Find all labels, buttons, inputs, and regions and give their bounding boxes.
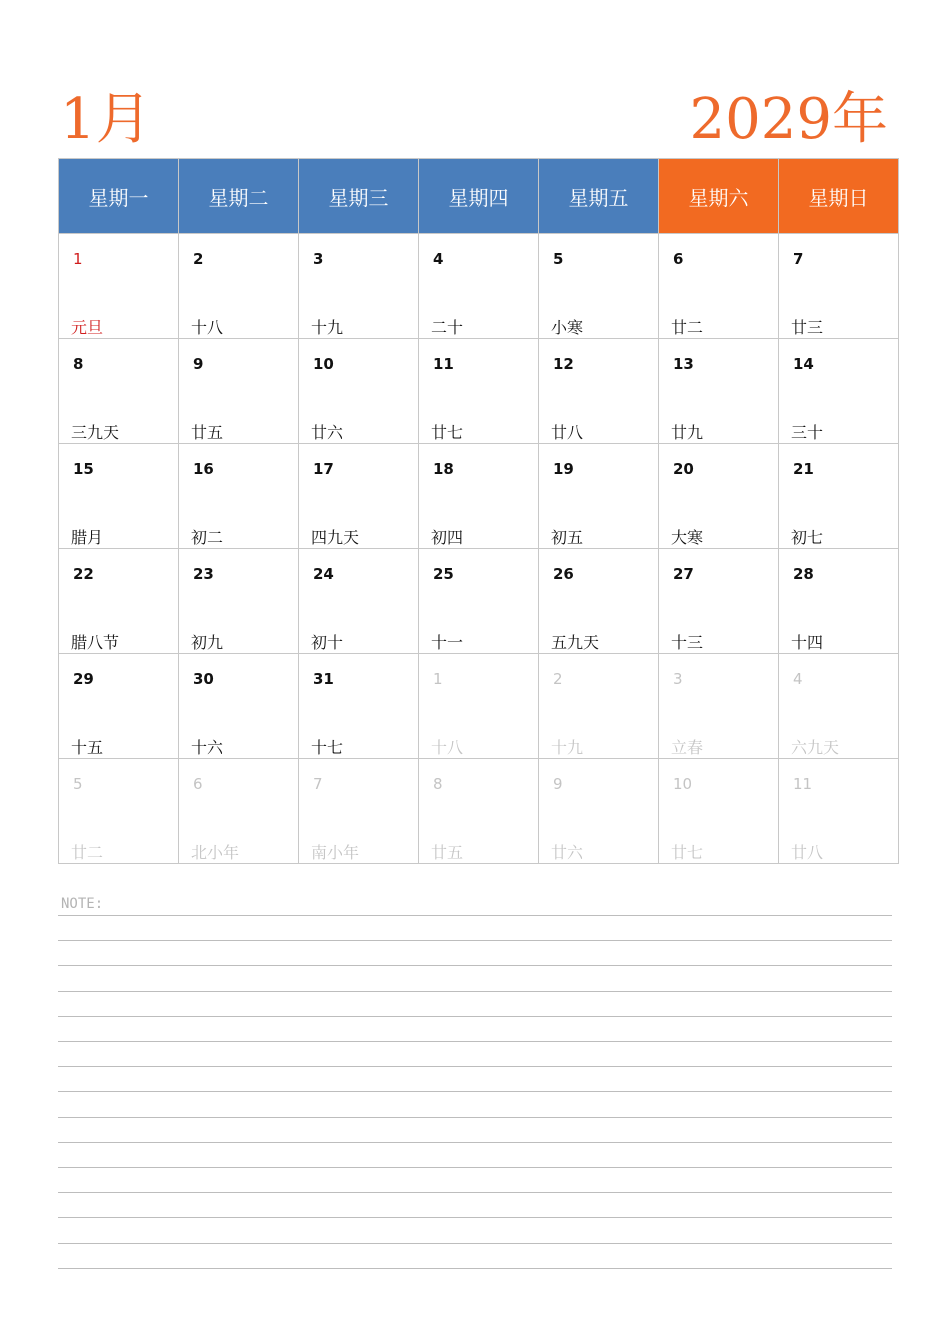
lunar-date: 十八 <box>191 318 224 337</box>
day-number: 19 <box>553 460 574 478</box>
calendar-week-row <box>59 444 899 549</box>
calendar-day-cell-other-month <box>59 759 179 864</box>
lunar-date: 三九天 <box>71 423 120 442</box>
calendar-day-cell-other-month <box>779 654 899 759</box>
calendar-day-cell <box>59 339 179 444</box>
calendar-day-cell <box>179 234 299 339</box>
lunar-date: 廿二 <box>671 318 704 337</box>
calendar-week-row <box>59 549 899 654</box>
day-number: 9 <box>553 775 563 793</box>
calendar-week-row <box>59 234 899 339</box>
day-number: 4 <box>433 250 444 268</box>
day-number: 1 <box>73 250 83 268</box>
calendar-day-cell <box>299 444 419 549</box>
calendar-day-cell <box>179 339 299 444</box>
lunar-date: 初二 <box>191 528 224 547</box>
weekday-header-mon: 星期一 <box>59 159 179 234</box>
calendar-day-cell <box>779 234 899 339</box>
lunar-date: 十一 <box>431 633 464 652</box>
calendar-grid <box>58 158 899 864</box>
calendar-day-cell <box>179 549 299 654</box>
calendar-day-cell <box>299 339 419 444</box>
day-number: 6 <box>193 775 203 793</box>
note-line <box>58 940 892 941</box>
lunar-date: 廿六 <box>551 843 584 862</box>
lunar-date: 廿九 <box>671 423 704 442</box>
weekday-header-sun: 星期日 <box>779 159 899 234</box>
calendar-day-cell <box>59 234 179 339</box>
weekday-header-thu: 星期四 <box>419 159 539 234</box>
lunar-date: 北小年 <box>191 843 240 862</box>
notes-label: NOTE: <box>61 896 104 912</box>
calendar-day-cell-other-month <box>419 654 539 759</box>
day-number: 5 <box>553 250 564 268</box>
day-number: 4 <box>793 670 803 688</box>
day-number: 21 <box>793 460 814 478</box>
calendar-day-cell <box>419 444 539 549</box>
calendar-day-cell <box>299 234 419 339</box>
day-number: 28 <box>793 565 814 583</box>
calendar-day-cell <box>419 339 539 444</box>
day-number: 6 <box>673 250 684 268</box>
note-line <box>58 1217 892 1218</box>
calendar-day-cell <box>659 234 779 339</box>
calendar-day-cell <box>659 549 779 654</box>
lunar-date: 三十 <box>791 423 824 442</box>
lunar-date: 五九天 <box>551 633 600 652</box>
day-number: 24 <box>313 565 334 583</box>
day-number: 27 <box>673 565 694 583</box>
lunar-date: 廿八 <box>551 423 584 442</box>
lunar-date: 廿七 <box>671 843 704 862</box>
lunar-date: 十六 <box>191 738 224 757</box>
lunar-date: 廿三 <box>791 318 824 337</box>
note-line <box>58 1117 892 1118</box>
weekday-header-tue: 星期二 <box>179 159 299 234</box>
lunar-date: 腊月 <box>71 528 104 547</box>
calendar-day-cell <box>779 549 899 654</box>
calendar-day-cell <box>299 549 419 654</box>
year-title: 2029年 <box>689 87 888 152</box>
calendar-body <box>59 234 899 864</box>
lunar-date: 大寒 <box>671 528 704 547</box>
note-line <box>58 1167 892 1168</box>
lunar-date: 廿二 <box>71 843 104 862</box>
day-number: 7 <box>313 775 323 793</box>
calendar-day-cell <box>779 444 899 549</box>
calendar-day-cell <box>59 654 179 759</box>
day-number: 26 <box>553 565 574 583</box>
calendar-day-cell-other-month <box>419 759 539 864</box>
note-line <box>58 1243 892 1244</box>
lunar-date: 十五 <box>71 738 104 757</box>
day-number: 8 <box>433 775 443 793</box>
day-number: 2 <box>553 670 563 688</box>
lunar-date: 廿八 <box>791 843 824 862</box>
day-number: 11 <box>793 775 813 793</box>
note-line <box>58 1142 892 1143</box>
day-number: 16 <box>193 460 214 478</box>
note-line <box>58 1192 892 1193</box>
day-number: 15 <box>73 460 94 478</box>
lunar-date: 元旦 <box>71 318 104 337</box>
day-number: 20 <box>673 460 694 478</box>
day-number: 10 <box>673 775 693 793</box>
day-number: 18 <box>433 460 454 478</box>
lunar-date: 初九 <box>191 633 224 652</box>
lunar-date: 立春 <box>671 738 704 757</box>
day-number: 11 <box>433 355 454 373</box>
day-number: 3 <box>673 670 683 688</box>
calendar-day-cell <box>419 234 539 339</box>
lunar-date: 南小年 <box>311 843 360 862</box>
lunar-date: 十七 <box>311 738 344 757</box>
day-number: 1 <box>433 670 443 688</box>
weekday-header-fri: 星期五 <box>539 159 659 234</box>
calendar-week-row <box>59 759 899 864</box>
day-number: 17 <box>313 460 334 478</box>
lunar-date: 十九 <box>311 318 344 337</box>
calendar-day-cell <box>659 339 779 444</box>
calendar-day-cell <box>59 444 179 549</box>
calendar-day-cell-other-month <box>659 759 779 864</box>
day-number: 12 <box>553 355 574 373</box>
calendar-day-cell <box>539 339 659 444</box>
note-line <box>58 965 892 966</box>
lunar-date: 腊八节 <box>71 633 120 652</box>
day-number: 3 <box>313 250 324 268</box>
lunar-date: 初五 <box>551 528 584 547</box>
calendar-day-cell-other-month <box>779 759 899 864</box>
day-number: 23 <box>193 565 214 583</box>
calendar-day-cell-other-month <box>179 759 299 864</box>
lunar-date: 六九天 <box>791 738 840 757</box>
calendar-week-row <box>59 339 899 444</box>
note-line <box>58 1091 892 1092</box>
calendar-day-cell <box>299 654 419 759</box>
lunar-date: 廿五 <box>191 423 224 442</box>
calendar-day-cell-other-month <box>299 759 419 864</box>
weekday-header-wed: 星期三 <box>299 159 419 234</box>
day-number: 30 <box>193 670 214 688</box>
lunar-date: 四九天 <box>311 528 360 547</box>
note-line <box>58 991 892 992</box>
lunar-date: 十八 <box>431 738 464 757</box>
calendar-day-cell <box>539 549 659 654</box>
calendar-day-cell-other-month <box>659 654 779 759</box>
day-number: 5 <box>73 775 83 793</box>
day-number: 14 <box>793 355 814 373</box>
day-number: 7 <box>793 250 804 268</box>
calendar-day-cell <box>539 234 659 339</box>
day-number: 29 <box>73 670 94 688</box>
weekday-header-row <box>59 159 899 234</box>
weekday-header-sat: 星期六 <box>659 159 779 234</box>
lunar-date: 初十 <box>311 633 344 652</box>
day-number: 9 <box>193 355 204 373</box>
calendar-day-cell <box>779 339 899 444</box>
lunar-date: 廿五 <box>431 843 464 862</box>
day-number: 10 <box>313 355 334 373</box>
lunar-date: 小寒 <box>551 318 584 337</box>
lunar-date: 初七 <box>791 528 824 547</box>
calendar-day-cell-other-month <box>539 654 659 759</box>
lunar-date: 十三 <box>671 633 704 652</box>
calendar-day-cell <box>419 549 539 654</box>
note-line <box>58 1016 892 1017</box>
day-number: 2 <box>193 250 204 268</box>
lunar-date: 二十 <box>431 318 464 337</box>
calendar-day-cell <box>179 444 299 549</box>
calendar-day-cell-other-month <box>539 759 659 864</box>
lunar-date: 十四 <box>791 633 824 652</box>
calendar-week-row <box>59 654 899 759</box>
day-number: 25 <box>433 565 454 583</box>
calendar-day-cell <box>179 654 299 759</box>
lunar-date: 廿七 <box>431 423 464 442</box>
note-line <box>58 915 892 916</box>
day-number: 8 <box>73 355 84 373</box>
calendar-day-cell <box>59 549 179 654</box>
calendar-day-cell <box>539 444 659 549</box>
month-title: 1月 <box>60 87 152 152</box>
note-line <box>58 1066 892 1067</box>
lunar-date: 初四 <box>431 528 464 547</box>
calendar-day-cell <box>659 444 779 549</box>
note-line <box>58 1041 892 1042</box>
lunar-date: 廿六 <box>311 423 344 442</box>
note-line <box>58 1268 892 1269</box>
lunar-date: 十九 <box>551 738 584 757</box>
day-number: 22 <box>73 565 94 583</box>
day-number: 31 <box>313 670 334 688</box>
day-number: 13 <box>673 355 694 373</box>
